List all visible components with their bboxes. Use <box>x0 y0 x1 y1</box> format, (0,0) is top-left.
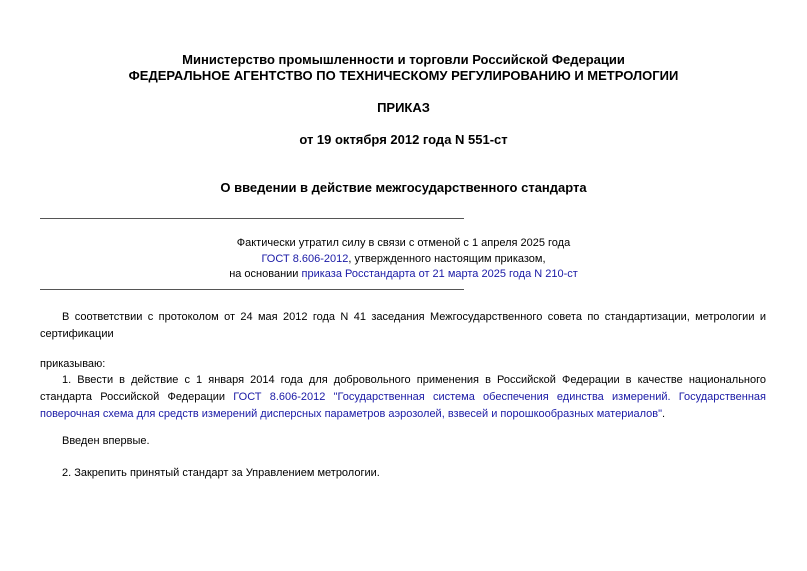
ministry-name: Министерство промышленности и торговли Российской Федерации <box>182 52 625 67</box>
divider-top <box>40 218 464 219</box>
introduced-note: Введен впервые. <box>62 435 150 447</box>
status-note-line2-text: , утвержденного настоящим приказом, <box>348 253 546 265</box>
item-1-suffix: . <box>662 408 666 420</box>
item-1-paragraph <box>40 372 766 423</box>
preamble-paragraph: В соответствии с протоколом от 24 мая 2012 года N 41 заседания Межгосударственного совета по стандартизации, метрологии и сертификации <box>40 311 766 340</box>
status-note-line2 <box>0 252 807 266</box>
item-2-paragraph: 2. Закрепить принятый стандарт за Управлением метрологии. <box>62 467 380 479</box>
status-note-line3 <box>0 267 807 281</box>
item-1-text: 1. Ввести в действие с 1 января 2014 года для добровольного применения в Российской Федерации в качестве национального стандарта Российской Федерации <box>40 374 766 403</box>
document-title: О введении в действие межгосударственного стандарта <box>220 180 587 195</box>
gost-standard-link[interactable]: ГОСТ 8.606-2012 "Государственная система обеспечения единства измерений. Государственная поверочная схема для средств измерений дисперсных параметров аэрозолей, взвесей и порошкообразных материалов" <box>40 391 766 420</box>
gost-link[interactable]: ГОСТ 8.606-2012 <box>261 253 349 265</box>
document-type: ПРИКАЗ <box>377 100 430 115</box>
order-word: приказываю: <box>40 358 106 370</box>
agency-name: ФЕДЕРАЛЬНОЕ АГЕНТСТВО ПО ТЕХНИЧЕСКОМУ РЕГУЛИРОВАНИЮ И МЕТРОЛОГИИ <box>128 68 679 83</box>
status-note-line1: Фактически утратил силу в связи с отменой с 1 апреля 2025 года <box>236 237 571 249</box>
status-note-line3-prefix: на основании <box>229 268 302 280</box>
rosstandart-order-link[interactable]: приказа Росстандарта от 21 марта 2025 года N 210-ст <box>301 268 578 280</box>
divider-bottom <box>40 289 464 290</box>
document-date: от 19 октября 2012 года N 551-ст <box>299 132 508 147</box>
